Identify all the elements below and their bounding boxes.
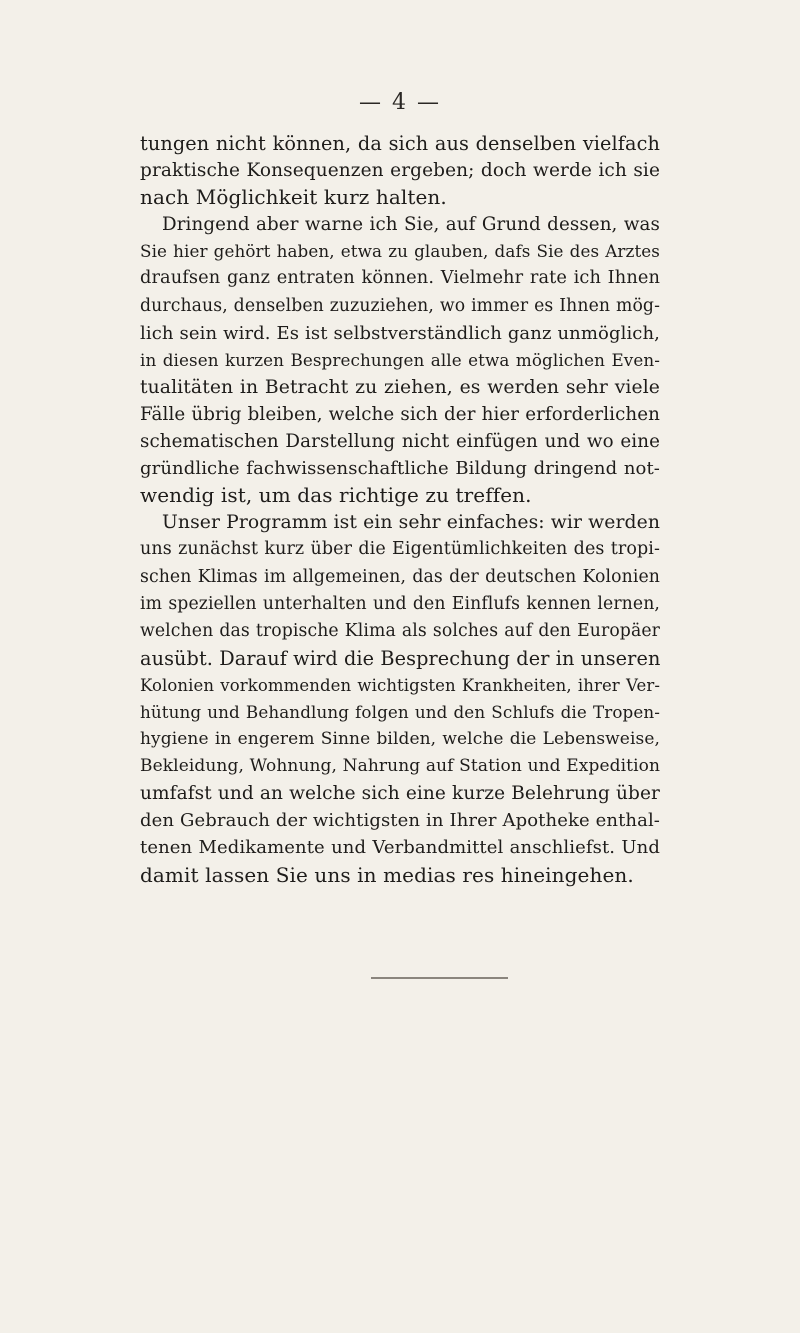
text-line: damit lassen Sie uns in medias res hineingehen.	[140, 862, 634, 887]
text-line: welchen das tropische Klima als solches auf den Europäer	[140, 620, 660, 641]
text-line: praktische Konsequenzen ergeben; doch werde ich sie	[140, 160, 660, 182]
page-number: — 4 —	[359, 90, 441, 115]
footnote-divider	[371, 977, 508, 979]
text-line: schen Klimas im allgemeinen, das der deutschen Kolonien	[140, 566, 660, 587]
text-line: Bekleidung, Wohnung, Nahrung auf Station und Expedition	[140, 756, 660, 777]
text-line: durchaus, denselben zuzuziehen, wo immer es Ihnen mög-	[140, 295, 660, 316]
text-line: tenen Medikamente und Verbandmittel anschliefst. Und	[140, 837, 660, 859]
text-line: uns zunächst kurz über die Eigentümlichkeiten des tropi-	[140, 539, 660, 560]
text-line: Unser Programm ist ein sehr einfaches: wir werden	[162, 512, 661, 534]
text-line: nach Möglichkeit kurz halten.	[140, 185, 447, 210]
text-line: im speziellen unterhalten und den Einflufs kennen lernen,	[140, 593, 660, 614]
text-line: in diesen kurzen Besprechungen alle etwa möglichen Even-	[140, 349, 660, 370]
text-line: Fälle übrig bleiben, welche sich der hier erforderlichen	[140, 403, 660, 425]
text-line: den Gebrauch der wichtigsten in Ihrer Apotheke enthal-	[140, 810, 660, 832]
text-line: ausübt. Darauf wird die Besprechung der in unseren	[140, 646, 661, 670]
body-text	[140, 130, 660, 889]
text-line: Kolonien vorkommenden wichtigsten Krankheiten, ihrer Ver-	[140, 675, 660, 695]
text-line: draufsen ganz entraten können. Vielmehr rate ich Ihnen	[140, 268, 660, 289]
text-line: umfafst und an welche sich eine kurze Belehrung über	[140, 783, 660, 805]
text-line: tungen nicht können, da sich aus denselben vielfach	[140, 132, 660, 155]
text-line: hütung und Behandlung folgen und den Schlufs die Tropen-	[140, 701, 660, 722]
text-line: lich sein wird. Es ist selbstverständlich ganz unmöglich,	[140, 322, 660, 344]
text-line: Sie hier gehört haben, etwa zu glauben, dafs Sie des Arztes	[140, 241, 660, 262]
text-line: wendig ist, um das richtige zu treffen.	[140, 483, 532, 508]
text-line: tualitäten in Betracht zu ziehen, es werden sehr viele	[140, 376, 660, 398]
text-line: gründliche fachwissenschaftliche Bildung dringend not-	[140, 458, 660, 480]
text-line: Dringend aber warne ich Sie, auf Grund dessen, was	[162, 214, 660, 236]
text-line: hygiene in engerem Sinne bilden, welche die Lebensweise,	[140, 729, 660, 750]
text-line: schematischen Darstellung nicht einfügen und wo eine	[140, 431, 660, 453]
